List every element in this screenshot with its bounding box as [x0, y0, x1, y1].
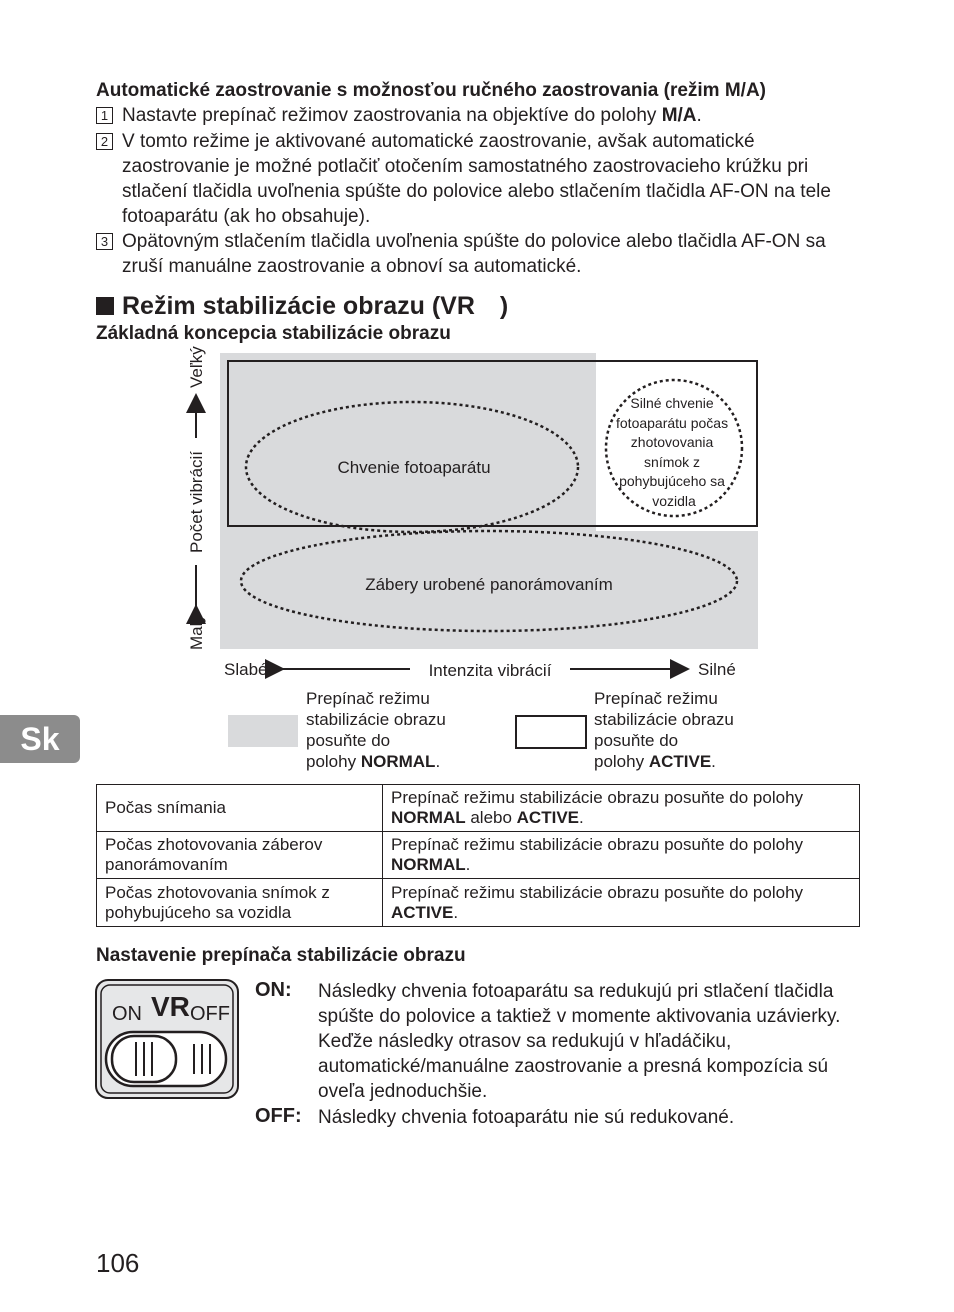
switch-vr-label: VR — [151, 991, 190, 1022]
language-tab: Sk — [0, 715, 80, 763]
switch-off-label: OFF — [190, 1003, 230, 1025]
off-description: Následky chvenia fotoaparátu nie sú redukované. — [318, 1107, 735, 1128]
table-row — [97, 879, 860, 927]
off-label: OFF: — [255, 1105, 302, 1127]
y-axis-low-label: Malý — [187, 614, 206, 650]
step-number: 3 — [96, 233, 113, 250]
step-text: Nastavte prepínač režimov zaostrovania na objektíve do polohy M/A. — [122, 105, 702, 126]
section-square-icon — [96, 297, 114, 315]
legend-active-swatch — [515, 715, 587, 749]
x-axis-label: Intenzita vibrácií — [428, 661, 552, 680]
table-cell-situation: Počas snímania — [97, 785, 383, 832]
table-cell-situation: Počas zhotovovania záberov panorámovaním — [97, 832, 383, 879]
vr-concept-diagram — [170, 345, 790, 690]
switch-on-label: ON — [112, 1003, 142, 1025]
table-row — [97, 832, 860, 879]
step-1 — [96, 103, 866, 128]
step-3 — [96, 229, 866, 279]
table-cell-situation: Počas zhotovovania snímok z pohybujúceho sa vozidla — [97, 879, 383, 927]
legend-normal-text: Prepínač režimu stabilizácie obrazu posuňte do polohy NORMAL. — [306, 689, 446, 771]
step-text: V tomto režime je aktivované automatické zaostrovanie, avšak automatické zaostrovanie je možné potlačiť otočením samostatného zaostrovacieho krúžku pri stlačení tlačidla uvoľnenia spúšte do polovice alebo stlačením tlačidla AF-ON na tele fotoaparátu (ak ho obsahuje). — [122, 131, 831, 227]
y-axis — [187, 346, 206, 650]
x-axis-high-label: Silné — [698, 660, 736, 679]
vr-section-title: Režim stabilizácie obrazu (VR ) — [96, 291, 508, 321]
step-number: 1 — [96, 107, 113, 124]
on-description: Následky chvenia fotoaparátu sa redukujú pri stlačení tlačidla spúšte do polovice a taktiež v momente aktivovania uzávierky. Keďže následky otrasov sa redukujú v hľadáčiku, automatické/manuálne zaostrovanie a presná kompozícia sú oveľa jednoduchšie. — [318, 981, 841, 1102]
legend-normal-swatch — [228, 715, 298, 747]
y-axis-label: Počet vibrácií — [187, 450, 206, 554]
vr-concept-subheading: Základná koncepcia stabilizácie obrazu — [96, 323, 451, 344]
step-2 — [96, 129, 866, 229]
vr-mode-table — [96, 784, 860, 927]
table-cell-setting: Prepínač režimu stabilizácie obrazu posuňte do polohy NORMAL alebo ACTIVE. — [383, 785, 860, 832]
page-number: 106 — [96, 1248, 140, 1278]
vr-switch-illustration — [94, 978, 240, 1100]
af-section-heading: Automatické zaostrovanie s možnosťou ručného zaostrovania (režim M/A) — [96, 80, 767, 101]
table-cell-setting: Prepínač režimu stabilizácie obrazu posuňte do polohy NORMAL. — [383, 832, 860, 879]
x-axis-low-label: Slabé — [224, 660, 268, 679]
table-row — [97, 785, 860, 832]
switch-section-heading: Nastavenie prepínača stabilizácie obrazu — [96, 945, 466, 966]
table-cell-setting: Prepínač režimu stabilizácie obrazu posuňte do polohy ACTIVE. — [383, 879, 860, 927]
step-number: 2 — [96, 133, 113, 150]
y-axis-high-label: Veľký — [187, 346, 206, 388]
vehicle-label: Silné chvenie fotoaparátu počas zhotovovania snímok z pohybujúceho sa vozidla — [616, 395, 729, 509]
on-label: ON: — [255, 979, 292, 1001]
panning-label: Zábery urobené panorámovaním — [365, 575, 613, 594]
legend-active-text: Prepínač režimu stabilizácie obrazu posuňte do polohy ACTIVE. — [594, 689, 734, 771]
camera-shake-label: Chvenie fotoaparátu — [337, 458, 491, 477]
step-text: Opätovným stlačením tlačidla uvoľnenia spúšte do polovice alebo tlačidla AF-ON sa zruší manuálne zaostrovanie a obnoví sa automatické. — [122, 231, 826, 277]
